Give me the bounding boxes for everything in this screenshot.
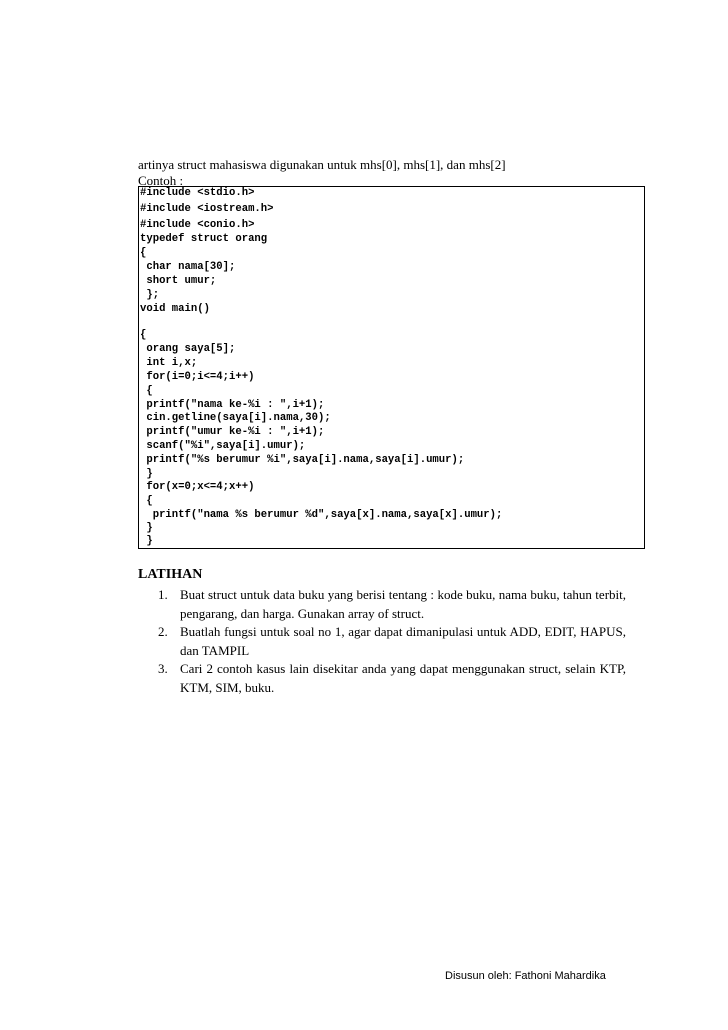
- code-line: printf("umur ke-%i : ",i+1);: [140, 426, 325, 438]
- code-line: scanf("%i",saya[i].umur);: [140, 440, 306, 452]
- intro-line-2: Contoh :: [138, 173, 184, 188]
- code-line: };: [140, 289, 160, 301]
- code-line: #include <conio.h>: [140, 219, 255, 231]
- list-item: [158, 660, 626, 697]
- code-line: #include <stdio.h>: [140, 187, 255, 199]
- intro-text: [138, 157, 506, 189]
- code-line: {: [140, 247, 147, 259]
- list-item-number: 2.: [158, 624, 168, 639]
- latihan-heading: LATIHAN: [138, 567, 203, 582]
- code-line: orang saya[5];: [140, 343, 236, 355]
- code-line: short umur;: [140, 275, 217, 287]
- code-line: {: [140, 495, 153, 507]
- code-line: typedef struct orang: [140, 233, 268, 245]
- code-line: {: [140, 329, 147, 341]
- list-item: [158, 623, 626, 660]
- author-footer: Disusun oleh: Fathoni Mahardika: [445, 970, 606, 982]
- list-item-text: Buat struct untuk data buku yang berisi tentang : kode buku, nama buku, tahun terbit, pengarang, dan harga. Gunakan array of struct.: [180, 587, 626, 621]
- code-line: }: [140, 535, 153, 547]
- code-line: {: [140, 385, 153, 397]
- code-line: cin.getline(saya[i].nama,30);: [140, 412, 331, 424]
- latihan-list: [158, 586, 626, 697]
- code-line: for(i=0;i<=4;i++): [140, 371, 255, 383]
- code-line: void main(): [140, 303, 210, 315]
- list-item-text: Cari 2 contoh kasus lain disekitar anda yang dapat menggunakan struct, selain KTP, KTM, SIM, buku.: [180, 661, 626, 695]
- code-line: printf("nama ke-%i : ",i+1);: [140, 399, 325, 411]
- code-block: [138, 186, 645, 549]
- code-line: printf("nama %s berumur %d",saya[x].nama,saya[x].umur);: [140, 509, 503, 521]
- list-item-text: Buatlah fungsi untuk soal no 1, agar dapat dimanipulasi untuk ADD, EDIT, HAPUS, dan TAMPIL: [180, 624, 626, 658]
- code-line: char nama[30];: [140, 261, 236, 273]
- list-item-number: 3.: [158, 661, 168, 676]
- code-line: for(x=0;x<=4;x++): [140, 481, 255, 493]
- list-item-number: 1.: [158, 587, 168, 602]
- code-line: printf("%s berumur %i",saya[i].nama,saya[i].umur);: [140, 454, 465, 466]
- code-line: }: [140, 522, 153, 534]
- list-item: [158, 586, 626, 623]
- intro-line-1: artinya struct mahasiswa digunakan untuk mhs[0], mhs[1], dan mhs[2]: [138, 157, 506, 172]
- code-line: int i,x;: [140, 357, 198, 369]
- code-line: }: [140, 468, 153, 480]
- code-line: #include <iostream.h>: [140, 203, 274, 215]
